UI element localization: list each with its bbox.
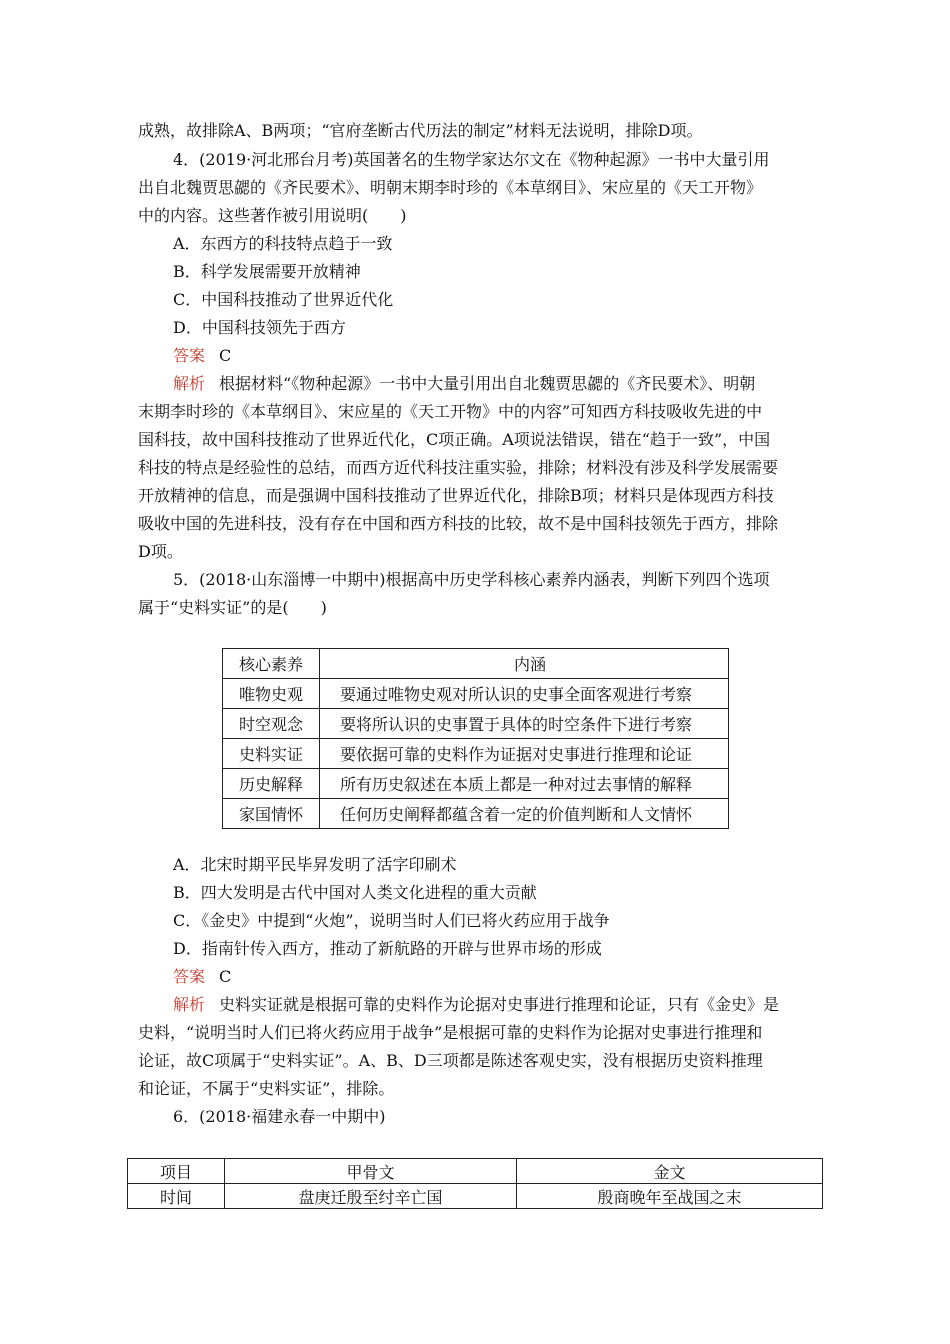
explanation-label: 解析 xyxy=(173,374,206,393)
table-cell: 时空观念 xyxy=(223,709,320,739)
table-cell: 历史解释 xyxy=(223,769,320,799)
table-header-row xyxy=(223,649,729,679)
text-line: 开放精神的信息，而是强调中国科技推动了世界近代化，排除B项；材料只是体现西方科技 xyxy=(138,486,774,505)
text-line: 中的内容。这些著作被引用说明( ) xyxy=(138,206,407,225)
explanation-text: 史料实证就是根据可靠的史料作为论据对史事进行推理和论证，只有《金史》是 xyxy=(219,995,780,1014)
explanation-line xyxy=(173,374,755,394)
question-5-stem: 5．(2018·山东淄博一中期中)根据高中历史学科核心素养内涵表，判断下列四个选项 xyxy=(173,570,770,589)
explanation-line xyxy=(173,995,779,1015)
explanation-label: 解析 xyxy=(173,995,206,1014)
answer-value: C xyxy=(219,346,232,365)
table-cell: 所有历史叙述在本质上都是一种对过去事情的解释 xyxy=(320,769,729,799)
answer-value: C xyxy=(219,967,232,986)
text-line: 国科技，故中国科技推动了世界近代化，C项正确。A项说法错误，错在“趋于一致”，中国 xyxy=(138,430,771,449)
table-cell: 时间 xyxy=(128,1184,225,1209)
table-cell: 要通过唯物史观对所认识的史事全面客观进行考察 xyxy=(320,679,729,709)
table-cell: 要将所认识的史事置于具体的时空条件下进行考察 xyxy=(320,709,729,739)
script-comparison-table xyxy=(127,1158,823,1209)
option-a: A．东西方的科技特点趋于一致 xyxy=(173,234,393,253)
table-row xyxy=(223,799,729,829)
table-cell: 殷商晚年至战国之末 xyxy=(517,1184,823,1209)
table-row xyxy=(223,679,729,709)
text-line: 出自北魏贾思勰的《齐民要术》、明朝末期李时珍的《本草纲目》、宋应星的《天工开物》 xyxy=(138,178,763,197)
table-header-cell: 核心素养 xyxy=(223,649,320,679)
option-b: B．科学发展需要开放精神 xyxy=(173,262,361,281)
table-cell: 唯物史观 xyxy=(223,679,320,709)
table-cell: 要依据可靠的史料作为证据对史事进行推理和论证 xyxy=(320,739,729,769)
explanation-text: 根据材料“《物种起源》一书中大量引用出自北魏贾思勰的《齐民要术》、明朝 xyxy=(219,374,756,393)
option-c: C．《金史》中提到“火炮”，说明当时人们已将火药应用于战争 xyxy=(173,911,610,930)
table-cell: 家国情怀 xyxy=(223,799,320,829)
table-row xyxy=(128,1184,823,1209)
answer-label: 答案 xyxy=(173,346,206,365)
text-line: 末期李时珍的《本草纲目》、宋应星的《天工开物》中的内容”可知西方科技吸收先进的中 xyxy=(138,402,763,421)
option-a: A．北宋时期平民毕昇发明了活字印刷术 xyxy=(173,855,457,874)
option-b: B．四大发明是古代中国对人类文化进程的重大贡献 xyxy=(173,883,537,902)
table-row xyxy=(223,739,729,769)
text-line: 史料，“说明当时人们已将火药应用于战争”是根据可靠的史料作为论据对史事进行推理和 xyxy=(138,1023,763,1042)
table-header-cell: 项目 xyxy=(128,1159,225,1184)
table-header-row xyxy=(128,1159,823,1184)
answer-line xyxy=(173,346,231,366)
table-header-cell: 内涵 xyxy=(320,649,729,679)
option-d: D．中国科技领先于西方 xyxy=(173,318,346,337)
text-line: 科技的特点是经验性的总结，而西方近代科技注重实验，排除；材料没有涉及科学发展需要 xyxy=(138,458,779,477)
text-line: 论证，故C项属于“史料实证”。A、B、D三项都是陈述客观史实，没有根据历史资料推理 xyxy=(138,1051,763,1070)
answer-label: 答案 xyxy=(173,967,206,986)
table-cell: 盘庚迁殷至纣辛亡国 xyxy=(225,1184,517,1209)
text-line: 和论证，不属于“史料实证”，排除。 xyxy=(138,1079,395,1098)
text-line: 吸收中国的先进科技，没有存在中国和西方科技的比较，故不是中国科技领先于西方，排除 xyxy=(138,514,779,533)
question-6-stem: 6．(2018·福建永春一中期中) xyxy=(173,1107,386,1126)
table-row xyxy=(223,769,729,799)
text-line: 成熟，故排除A、B两项；“官府垄断古代历法的制定”材料无法说明，排除D项。 xyxy=(138,121,703,140)
text-line: D项。 xyxy=(138,542,183,561)
table-row xyxy=(223,709,729,739)
table-cell: 任何历史阐释都蕴含着一定的价值判断和人文情怀 xyxy=(320,799,729,829)
question-4-stem: 4．(2019·河北邢台月考)英国著名的生物学家达尔文在《物种起源》一书中大量引用 xyxy=(173,150,770,169)
text-line: 属于“史料实证”的是( ) xyxy=(138,598,327,617)
option-d: D．指南针传入西方，推动了新航路的开辟与世界市场的形成 xyxy=(173,939,602,958)
literacy-table xyxy=(222,648,729,829)
answer-line xyxy=(173,967,231,987)
table-header-cell: 甲骨文 xyxy=(225,1159,517,1184)
table-cell: 史料实证 xyxy=(223,739,320,769)
option-c: C．中国科技推动了世界近代化 xyxy=(173,290,394,309)
table-header-cell: 金文 xyxy=(517,1159,823,1184)
